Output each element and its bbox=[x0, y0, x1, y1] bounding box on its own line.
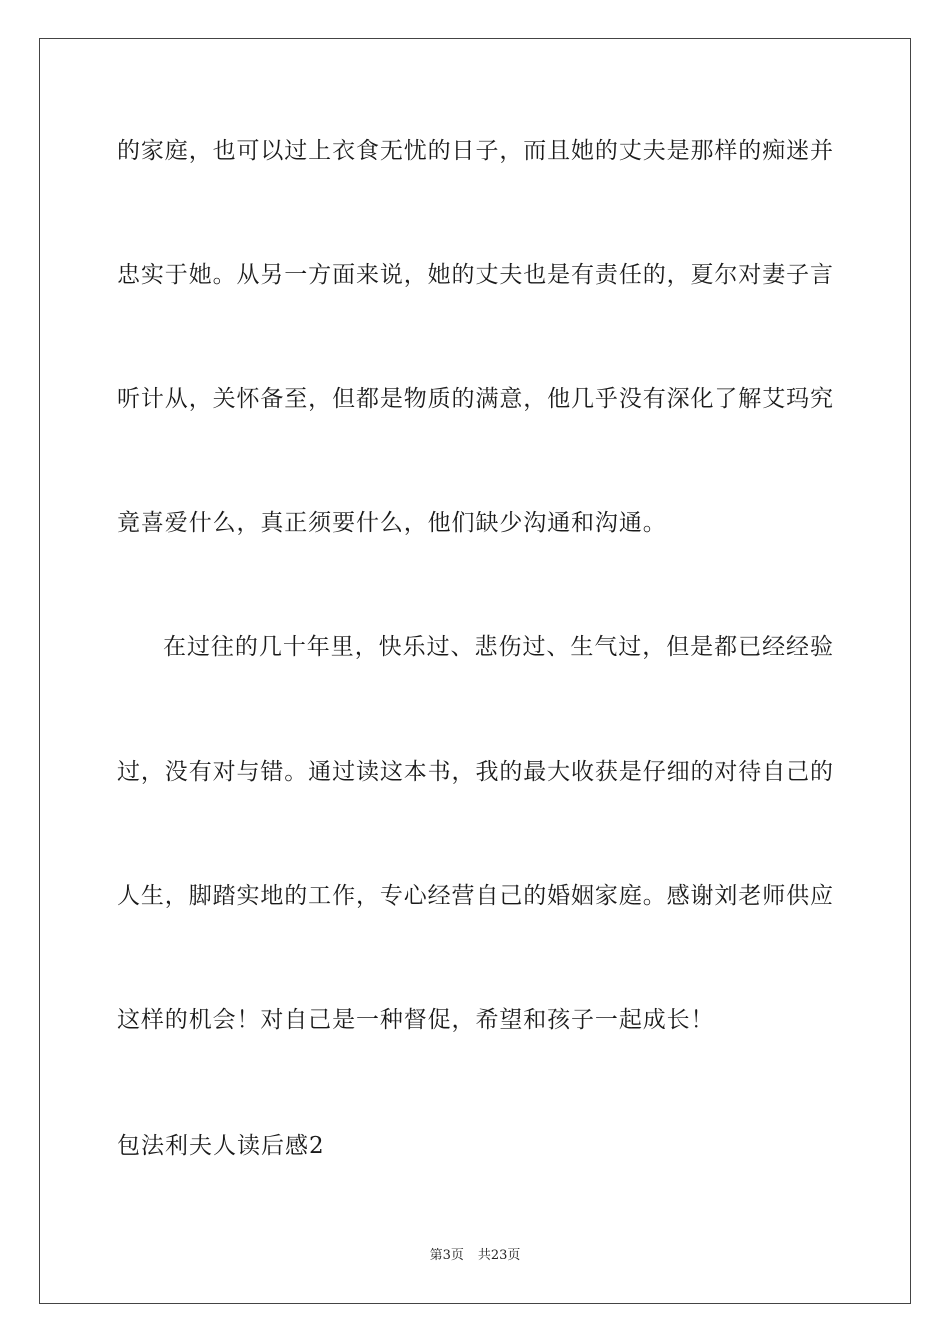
paragraph-1-line-1: 的家庭，也可以过上衣食无忧的日子，而且她的丈夫是那样的痴迷并 bbox=[117, 138, 834, 164]
current-page-number: 第3页 bbox=[429, 1248, 464, 1263]
page-footer bbox=[0, 1247, 950, 1265]
paragraph-2-line-1: 在过往的几十年里，快乐过、悲伤过、生气过，但是都已经经验 bbox=[163, 634, 834, 660]
page-border bbox=[39, 38, 911, 1304]
paragraph-2-line-4: 这样的机会！对自己是一种督促，希望和孩子一起成长！ bbox=[117, 1007, 715, 1033]
paragraph-2-line-2: 过，没有对与错。通过读这本书，我的最大收获是仔细的对待自己的 bbox=[117, 759, 834, 785]
total-page-count: 共23页 bbox=[477, 1248, 521, 1263]
paragraph-1-line-2: 忠实于她。从另一方面来说，她的丈夫也是有责任的，夏尔对妻子言 bbox=[117, 262, 834, 288]
section-heading: 包法利夫人读后感2 bbox=[117, 1133, 325, 1159]
paragraph-2-line-3: 人生，脚踏实地的工作，专心经营自己的婚姻家庭。感谢刘老师供应 bbox=[117, 883, 834, 909]
paragraph-1-line-3: 听计从，关怀备至，但都是物质的满意，他几乎没有深化了解艾玛究 bbox=[117, 386, 834, 412]
paragraph-1-line-4: 竟喜爱什么，真正须要什么，他们缺少沟通和沟通。 bbox=[117, 510, 667, 536]
